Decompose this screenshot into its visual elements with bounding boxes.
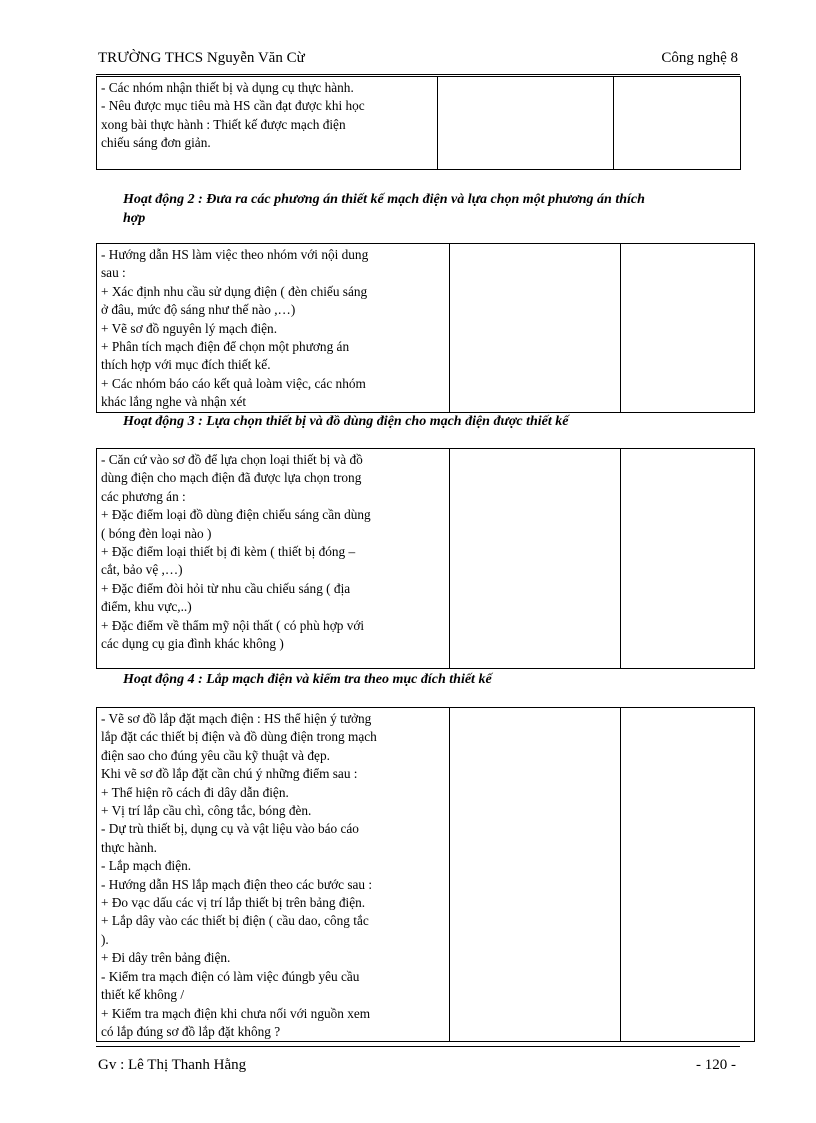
- text-line: ( bóng đèn loại nào ): [101, 525, 212, 541]
- text-line: - Hướng dẫn HS làm việc theo nhóm với nội dung: [101, 247, 369, 262]
- teacher-activity-cell: [97, 244, 450, 413]
- student-activity-cell: [450, 449, 621, 669]
- content-cell: [621, 708, 755, 1042]
- text-line: thực hành.: [101, 839, 157, 855]
- page-number: - 120 -: [696, 1057, 736, 1073]
- text-line: có lắp đúng sơ đồ lắp đặt không ?: [101, 1023, 281, 1039]
- teacher-activity-cell: [97, 708, 450, 1042]
- text-line: + Đặc điểm đòi hỏi từ nhu cầu chiếu sáng ( địa: [101, 580, 351, 596]
- text-line: khác lắng nghe và nhận xét: [101, 394, 247, 410]
- content-cell: [614, 77, 741, 170]
- text-line: các dụng cụ gia đình khác không ): [101, 636, 284, 652]
- text-line: + Xác định nhu cầu sử dụng điện ( đèn chiếu sáng: [101, 283, 368, 299]
- text-line: điểm, khu vực,..): [101, 599, 192, 615]
- text-line: + Vẽ sơ đồ nguyên lý mạch điện.: [101, 320, 278, 336]
- school-name: TRƯỜNG THCS Nguyễn Văn Cừ: [98, 50, 305, 66]
- text-line: + Thể hiện rõ cách đi dây dẫn điện.: [101, 784, 289, 800]
- text-line: - Lắp mạch điện.: [101, 858, 192, 874]
- text-line: + Vị trí lắp cầu chì, công tắc, bóng đèn.: [101, 803, 312, 819]
- text-line: - Nêu được mục tiêu mà HS cần đạt được khi học: [101, 98, 365, 114]
- text-line: ).: [101, 931, 109, 947]
- content-cell: [621, 244, 755, 413]
- activity-2-heading: [123, 190, 743, 228]
- text-line: ở đâu, mức độ sáng như thế nào ,…): [101, 302, 296, 318]
- text-line: các phương án :: [101, 488, 186, 504]
- student-activity-cell: [450, 244, 621, 413]
- page-footer: [96, 1046, 740, 1079]
- text-line: thiết kế không /: [101, 987, 185, 1003]
- text-line: - Vẽ sơ đồ lắp đặt mạch điện : HS thể hiện ý tưởng: [101, 711, 372, 726]
- teacher-name: Gv : Lê Thị Thanh Hằng: [98, 1057, 247, 1073]
- text-line: + Phân tích mạch điện để chọn một phương án: [101, 339, 350, 355]
- activity-table-2: [96, 243, 755, 413]
- activity-4-heading: Hoạt động 4 : Lắp mạch điện và kiểm tra theo mục đích thiết kế: [123, 672, 492, 687]
- teacher-activity-cell: [97, 77, 438, 170]
- page-header: [96, 48, 740, 75]
- text-line: + Kiểm tra mạch điện khi chưa nối với nguồn xem: [101, 1005, 371, 1021]
- heading-line: hợp: [123, 211, 146, 226]
- text-line: + Đi dây trên bảng điện.: [101, 950, 231, 966]
- text-line: chiếu sáng đơn giản.: [101, 135, 211, 151]
- text-line: + Đo vạc dấu các vị trí lắp thiết bị trên bảng điện.: [101, 895, 366, 911]
- content-cell: [621, 449, 755, 669]
- student-activity-cell: [450, 708, 621, 1042]
- text-line: + Các nhóm báo cáo kết quả loàm việc, các nhóm: [101, 375, 366, 391]
- subject-name: Công nghệ 8: [661, 50, 738, 66]
- text-line: + Đặc điểm về thẩm mỹ nội thất ( có phù hợp với: [101, 617, 365, 633]
- text-line: + Đặc điểm loại thiết bị đi kèm ( thiết bị đóng –: [101, 544, 356, 560]
- text-line: sau :: [101, 265, 126, 281]
- text-line: - Căn cứ vào sơ đồ để lựa chọn loại thiết bị và đồ: [101, 452, 363, 467]
- text-line: lắp đặt các thiết bị điện và đồ dùng điện trong mạch: [101, 729, 377, 745]
- text-line: điện sao cho đúng yêu cầu kỹ thuật và đẹp.: [101, 747, 330, 763]
- activity-3-heading: Hoạt động 3 : Lựa chọn thiết bị và đồ dùng điện cho mạch điện được thiết kế: [123, 414, 569, 429]
- text-line: - Dự trù thiết bị, dụng cụ và vật liệu vào báo cáo: [101, 821, 359, 837]
- text-line: + Lắp dây vào các thiết bị điện ( cầu dao, công tắc: [101, 913, 369, 929]
- text-line: thích hợp với mục đích thiết kế.: [101, 357, 271, 373]
- text-line: xong bài thực hành : Thiết kế được mạch điện: [101, 116, 346, 132]
- activity-table-1: [96, 76, 741, 170]
- activity-table-4: [96, 707, 755, 1042]
- text-line: + Đặc điểm loại đồ dùng điện chiếu sáng cần dùng: [101, 507, 371, 523]
- text-line: - Các nhóm nhận thiết bị và dụng cụ thực hành.: [101, 80, 354, 95]
- text-line: Khi vẽ sơ đồ lắp đặt cần chú ý những điểm sau :: [101, 766, 358, 782]
- heading-line: Hoạt động 2 : Đưa ra các phương án thiết kế mạch điện và lựa chọn một phương án thích: [123, 192, 645, 207]
- teacher-activity-cell: [97, 449, 450, 669]
- text-line: - Hướng dẫn HS lắp mạch điện theo các bước sau :: [101, 876, 373, 892]
- text-line: - Kiểm tra mạch điện có làm việc đúngb yêu cầu: [101, 968, 360, 984]
- activity-table-3: [96, 448, 755, 669]
- text-line: dùng điện cho mạch điện đã được lựa chọn trong: [101, 470, 362, 486]
- text-line: cắt, bảo vệ ,…): [101, 562, 183, 578]
- student-activity-cell: [438, 77, 614, 170]
